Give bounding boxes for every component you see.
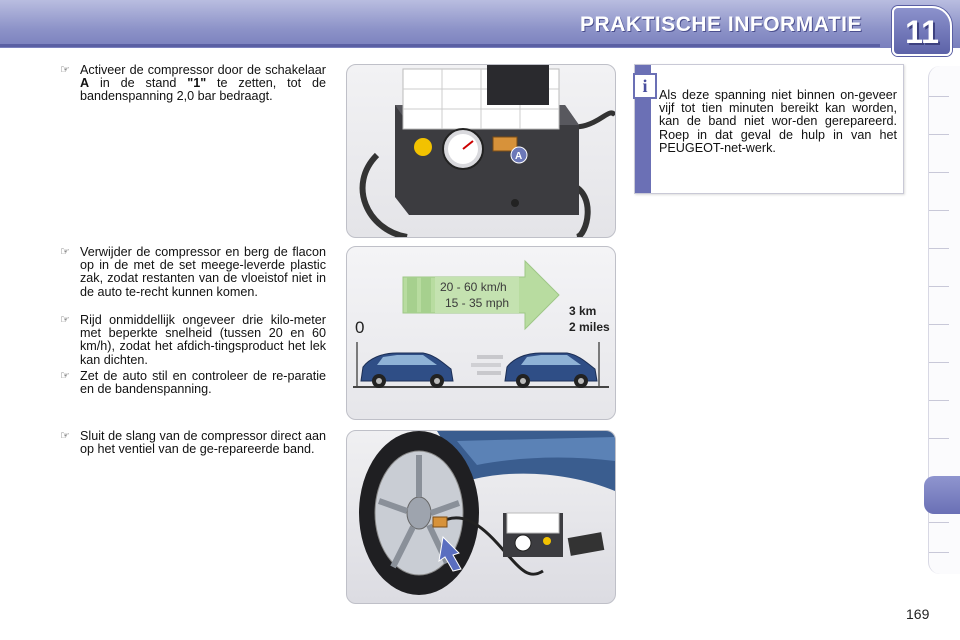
hand-pointer-icon: ☞: [60, 430, 70, 442]
switch-letter: A: [515, 151, 523, 162]
info-text: Als deze spanning niet binnen on-geveer vijf tot tien minuten bereikt kan worden, kan de band niet wor-den gerepareerd. Roep in dat geval de hulp in van het PEUGEOT-net-werk.: [659, 88, 897, 155]
chapter-title: PRAKTISCHE INFORMATIE: [580, 13, 862, 36]
compressor-drawing: [347, 65, 615, 237]
speed-mph-label: 15 - 35 mph: [445, 296, 510, 310]
chapter-number: 11: [905, 14, 939, 50]
hand-pointer-icon: ☞: [60, 370, 70, 382]
hand-pointer-icon: ☞: [60, 246, 70, 258]
drive-drawing: [347, 247, 615, 419]
compressor-illustration: [346, 64, 616, 238]
hose-illustration: [346, 430, 616, 604]
page-number: 169: [906, 606, 930, 622]
step-remove-compressor: ☞ Verwijder de compressor en berg de flacon op in de met de set meege-leverde plastic zak, zodat restanten van de vloeistof niet in de auto te-recht kunnen komen.: [60, 245, 326, 299]
step-connect-hose: ☞ Sluit de slang van de compressor direct aan op het ventiel van de ge-repareerde band.: [60, 429, 326, 457]
info-icon: i: [633, 73, 657, 99]
chapter-badge: [892, 6, 952, 56]
speed-kmh-label: 20 - 60 km/h: [440, 280, 507, 294]
step-drive: ☞ Rijd onmiddellijk ongeveer drie kilo-meter met beperkte snelheid (tussen 20 en 60 km/h), zodat het afdich-tingsproduct het lek kan dichten.: [60, 313, 326, 367]
distance-miles-label: 2 miles: [569, 320, 610, 334]
active-chapter-tab[interactable]: [924, 476, 960, 514]
step-activate-compressor: ☞ Activeer de compressor door de schakelaar A in de stand "1" te zetten, tot de bandenspanning 2,0 bar bedraagt.: [60, 63, 326, 104]
step-check-repair: ☞ Zet de auto stil en controleer de re-paratie en de bandenspanning.: [60, 369, 326, 397]
drive-illustration: [346, 246, 616, 420]
distance-km-label: 3 km: [569, 304, 597, 318]
header-rule: [0, 44, 880, 47]
switch-label: A: [80, 76, 90, 91]
hand-pointer-icon: ☞: [60, 64, 70, 76]
switch-position: "1": [187, 76, 207, 91]
hose-drawing: [347, 431, 615, 603]
start-label: 0: [355, 318, 365, 337]
info-box: [634, 64, 904, 194]
hand-pointer-icon: ☞: [60, 314, 70, 326]
